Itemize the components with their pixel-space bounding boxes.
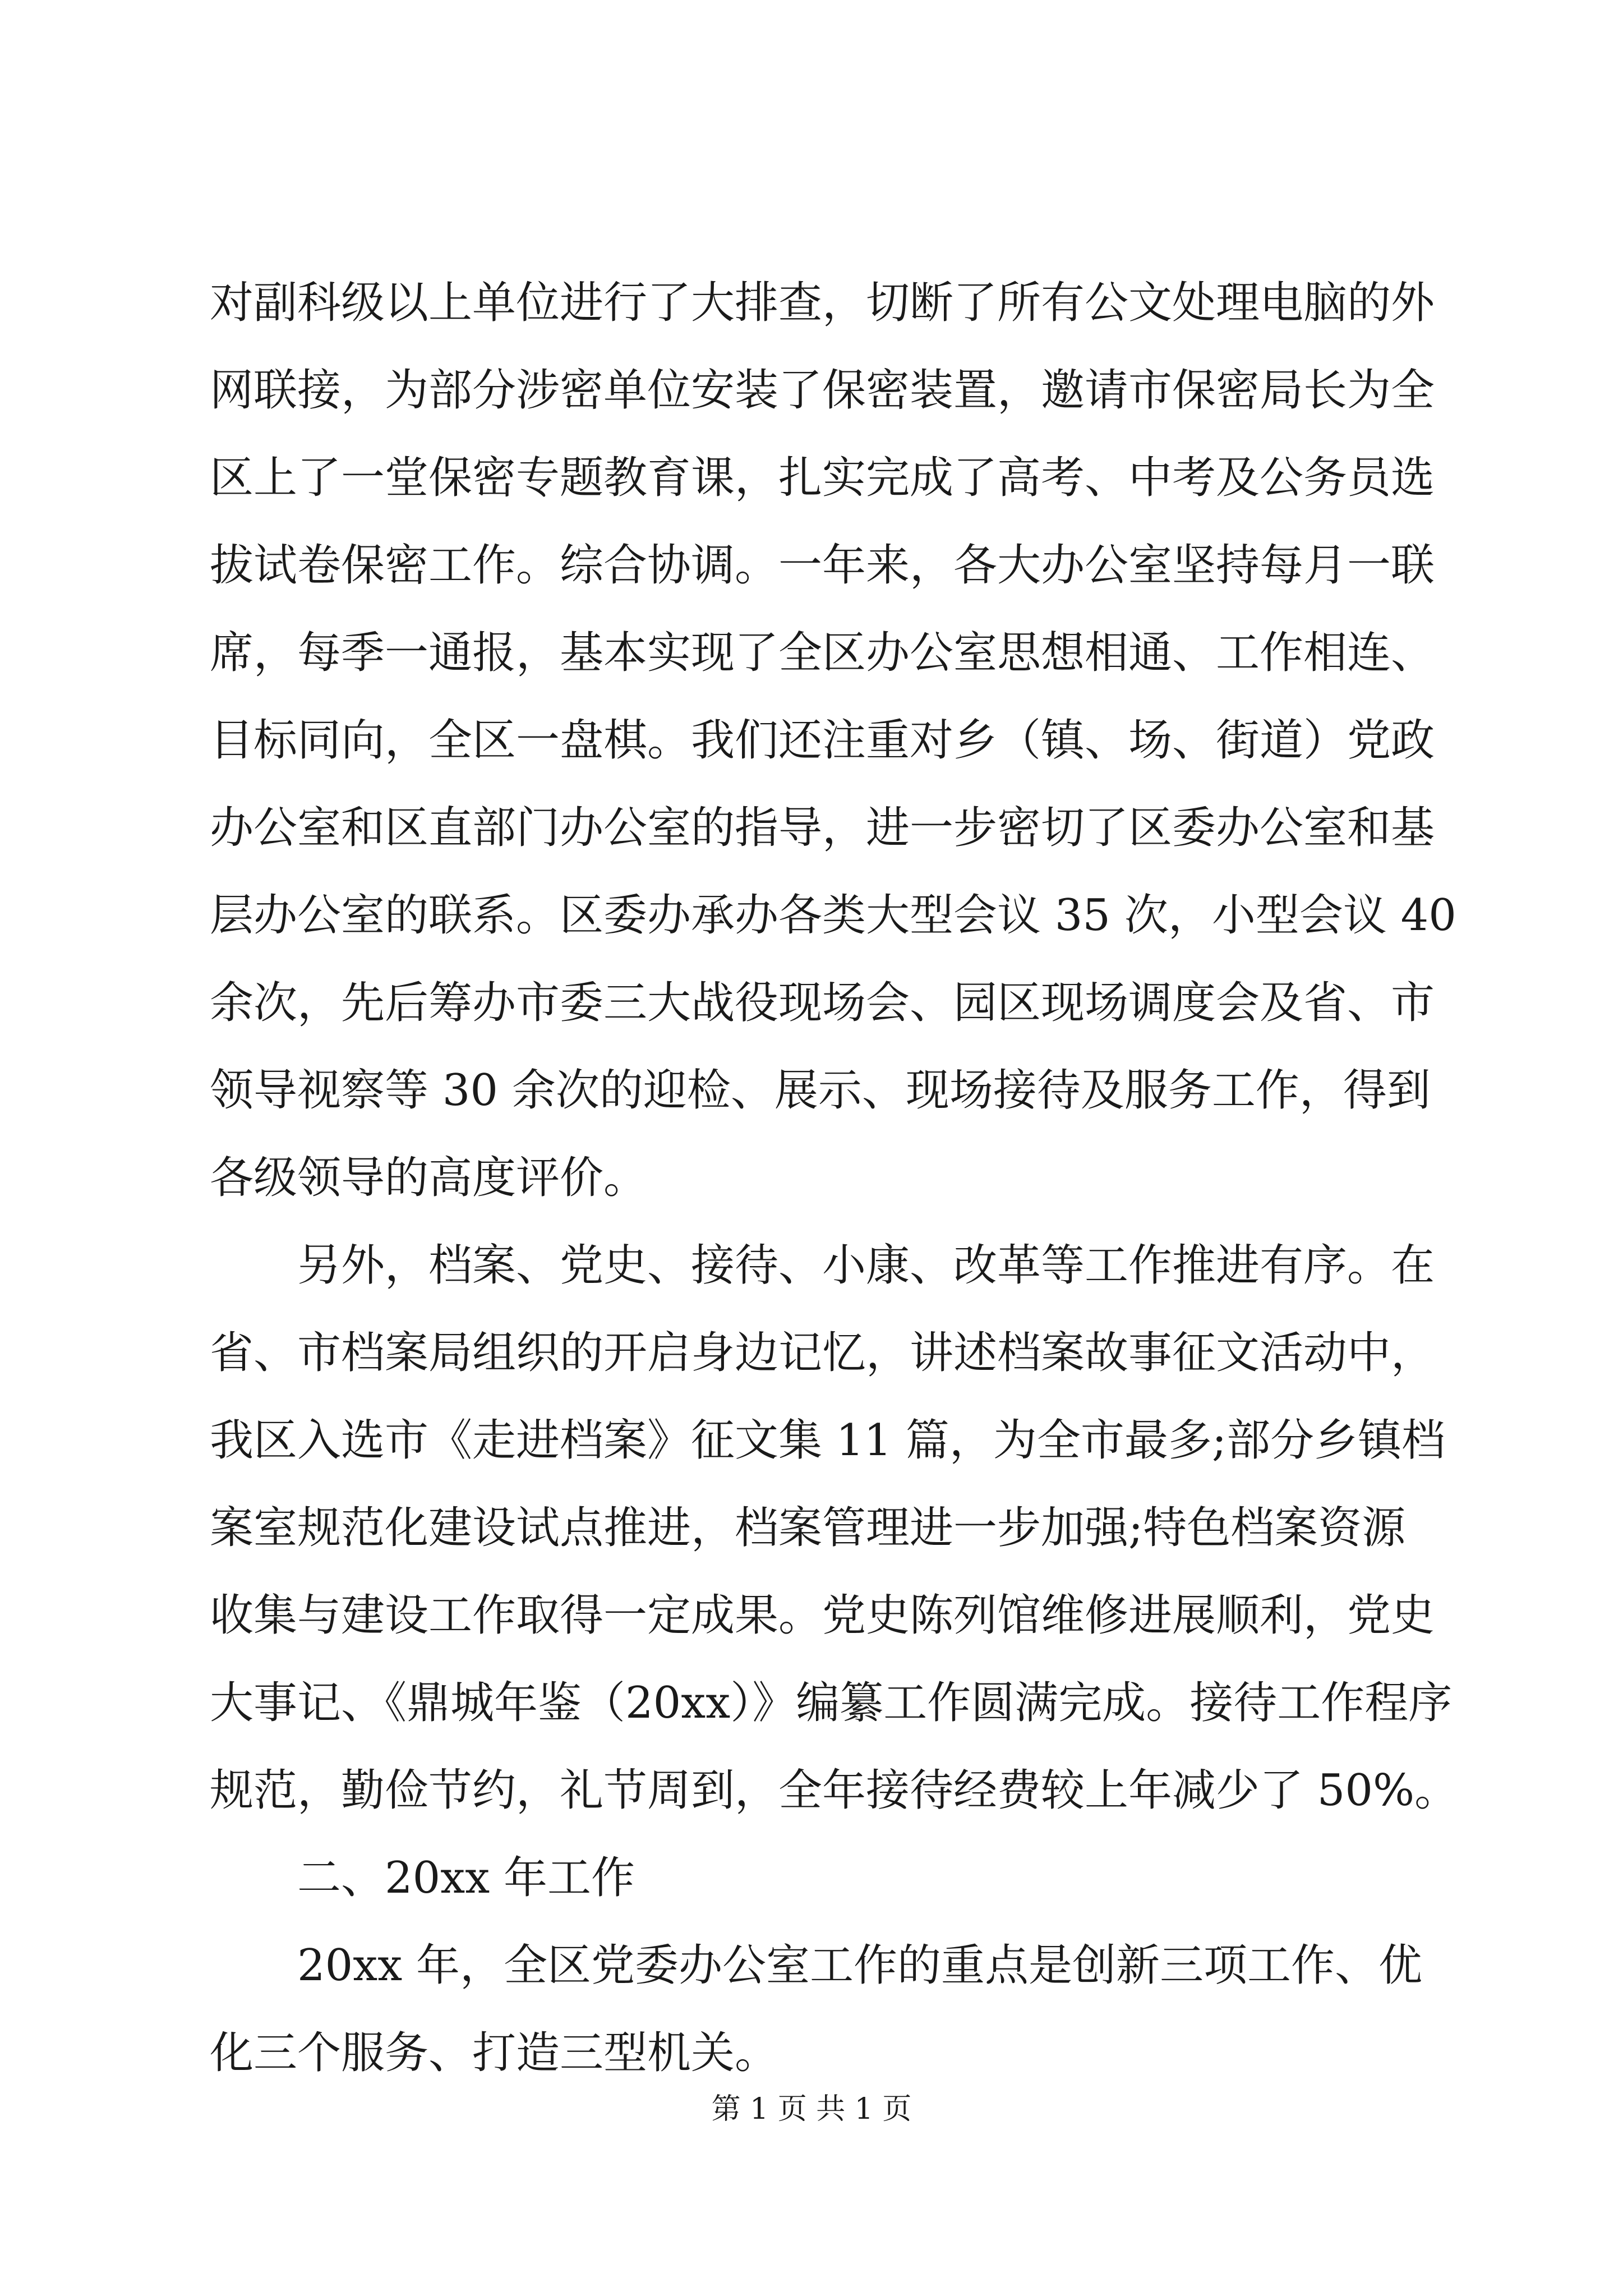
paragraph-1 bbox=[210, 259, 1456, 1222]
paragraph-line: 省、市档案局组织的开启身边记忆，讲述档案故事征文活动中， bbox=[210, 1328, 1435, 1378]
page-footer bbox=[0, 2087, 1623, 2132]
paragraph-line: 余次，先后筹办市委三大战役现场会、园区现场调度会及省、市 bbox=[210, 978, 1435, 1028]
paragraph-line: 我区入选市《走进档案》征文集 11 篇，为全市最多;部分乡镇档 bbox=[210, 1415, 1446, 1466]
paragraph-line: 席，每季一通报，基本实现了全区办公室思想相通、工作相连、 bbox=[210, 628, 1435, 678]
paragraph-line: 20xx 年，全区党委办公室工作的重点是创新三项工作、优 bbox=[297, 1940, 1423, 1991]
paragraph-line: 领导视察等 30 余次的迎检、展示、现场接待及服务工作，得到 bbox=[210, 1065, 1431, 1116]
page-number-label: 第 1 页 共 1 页 bbox=[711, 2092, 912, 2126]
paragraph-line: 拔试卷保密工作。综合协调。一年来，各大办公室坚持每月一联 bbox=[210, 540, 1435, 591]
paragraph-line: 规范，勤俭节约，礼节周到，全年接待经费较上年减少了 50%。 bbox=[210, 1765, 1459, 1816]
paragraph-line: 化三个服务、打造三型机关。 bbox=[210, 2028, 779, 2078]
paragraph-line: 另外，档案、党史、接待、小康、改革等工作推进有序。在 bbox=[297, 1240, 1435, 1291]
paragraph-line: 对副科级以上单位进行了大排查，切断了所有公文处理电脑的外 bbox=[210, 278, 1435, 328]
document-body bbox=[210, 259, 1459, 2097]
paragraph-line: 区上了一堂保密专题教育课，扎实完成了高考、中考及公务员选 bbox=[210, 453, 1435, 503]
section-heading bbox=[210, 1834, 1401, 1922]
paragraph-line: 收集与建设工作取得一定成果。党史陈列馆维修进展顺利，党史 bbox=[210, 1590, 1435, 1641]
paragraph-line: 目标同向，全区一盘棋。我们还注重对乡（镇、场、街道）党政 bbox=[210, 715, 1435, 766]
paragraph-line: 层办公室的联系。区委办承办各类大型会议 35 次，小型会议 40 bbox=[210, 890, 1456, 941]
paragraph-line: 大事记、《鼎城年鉴（20xx）》编纂工作圆满完成。接待工作程序 bbox=[210, 1678, 1453, 1728]
paragraph-2 bbox=[210, 1222, 1459, 1834]
section-heading-text: 二、20xx 年工作 bbox=[297, 1853, 635, 1903]
paragraph-line: 网联接，为部分涉密单位安装了保密装置，邀请市保密局长为全 bbox=[210, 365, 1435, 416]
paragraph-line: 案室规范化建设试点推进，档案管理进一步加强;特色档案资源 bbox=[210, 1503, 1406, 1553]
paragraph-line: 各级领导的高度评价。 bbox=[210, 1153, 648, 1203]
paragraph-line: 办公室和区直部门办公室的指导，进一步密切了区委办公室和基 bbox=[210, 803, 1435, 853]
paragraph-4 bbox=[210, 1922, 1423, 2097]
